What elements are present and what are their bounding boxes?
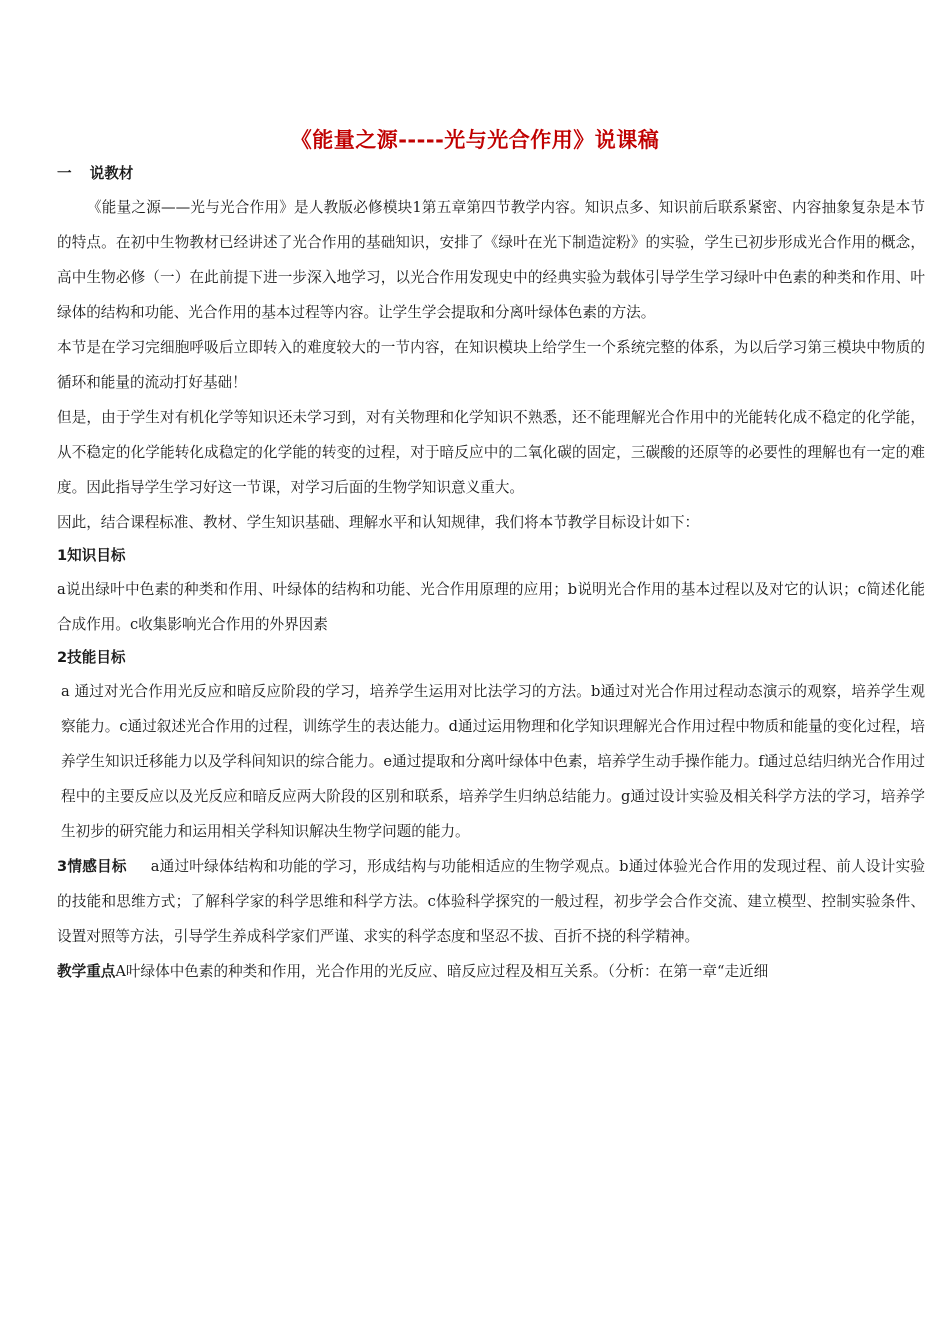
skill-goal-text: a 通过对光合作用光反应和暗反应阶段的学习，培养学生运用对比法学习的方法。b通过对光合作用过程动态演示的观察，培养学生观察能力。c通过叙述光合作用的过程，训练学生的表达能力。d通过运用物理和化学知识理解光合作用过程中物质和能量的变化过程，培养学生知识迁移能力以及学科间知识的综合能力。e通过提取和分离叶绿体中色素，培养学生动手操作能力。f通过总结归纳光合作用过程中的主要反应以及光反应和暗反应两大阶段的区别和联系，培养学生归纳总结能力。g通过设计实验及相关科学方法的学习，培养学生初步的研究能力和运用相关学科知识解决生物学问题的能力。 <box>61 683 925 840</box>
section-number: 一 <box>57 165 72 182</box>
document-title: 《能量之源-----光与光合作用》说课稿 <box>290 128 660 152</box>
paragraph-goal-design: 因此，结合课程标准、教材、学生知识基础、理解水平和认知规律，我们将本节教学目标设计如下： <box>57 514 700 531</box>
paragraph-intro: 《能量之源——光与光合作用》是人教版必修模块1第五章第四节教学内容。知识点多、知识前后联系紧密、内容抽象复杂是本节的特点。在初中生物教材已经讲述了光合作用的基础知识，安排了《绿叶在光下制造淀粉》的实验，学生已初步形成光合作用的概念，高中生物必修（一）在此前提下进一步深入地学习，以光合作用发现史中的经典实验为载体引导学生学习绿叶中色素的种类和作用、叶绿体的结构和功能、光合作用的基本过程等内容。让学生学会提取和分离叶绿体色素的方法。 <box>57 199 925 321</box>
paragraph-difficulty: 但是，由于学生对有机化学等知识还未学习到，对有关物理和化学知识不熟悉，还不能理解光合作用中的光能转化成不稳定的化学能，从不稳定的化学能转化成稳定的化学能的转变的过程，对于暗反应中的二氧化碳的固定，三碳酸的还原等的必要性的理解也有一定的难度。因此指导学生学习好这一节课，对学习后面的生物学知识意义重大。 <box>57 409 925 496</box>
key-points-heading: 教学重点 <box>57 963 116 980</box>
paragraph-position: 本节是在学习完细胞呼吸后立即转入的难度较大的一节内容，在知识模块上给学生一个系统完整的体系，为以后学习第三模块中物质的循环和能量的流动打好基础！ <box>57 339 925 391</box>
skill-goal-heading: 2技能目标 <box>57 649 126 666</box>
section-label: 说教材 <box>89 165 134 182</box>
key-points-paragraph <box>57 954 925 989</box>
knowledge-goal-heading: 1知识目标 <box>57 547 126 564</box>
section-heading-teaching-material <box>57 158 925 190</box>
emotion-goal-heading: 3情感目标 <box>57 858 127 875</box>
knowledge-goal-text: a说出绿叶中色素的种类和作用、叶绿体的结构和功能、光合作用原理的应用；b说明光合作用的基本过程以及对它的认识；c简述化能合成作用。c收集影响光合作用的外界因素 <box>57 581 925 633</box>
key-points-text: A叶绿体中色素的种类和作用，光合作用的光反应、暗反应过程及相互关系。（分析：在第一章“走近细 <box>115 963 769 980</box>
document-body <box>57 158 925 989</box>
emotion-goal-paragraph <box>57 849 925 954</box>
emotion-goal-text: a通过叶绿体结构和功能的学习，形成结构与功能相适应的生物学观点。b通过体验光合作用的发现过程、前人设计实验的技能和思维方式；了解科学家的科学思维和科学方法。c体验科学探究的一般过程，初步学会合作交流、建立模型、控制实验条件、设置对照等方法，引导学生养成科学家们严谨、求实的科学态度和坚忍不拔、百折不挠的科学精神。 <box>57 858 925 945</box>
